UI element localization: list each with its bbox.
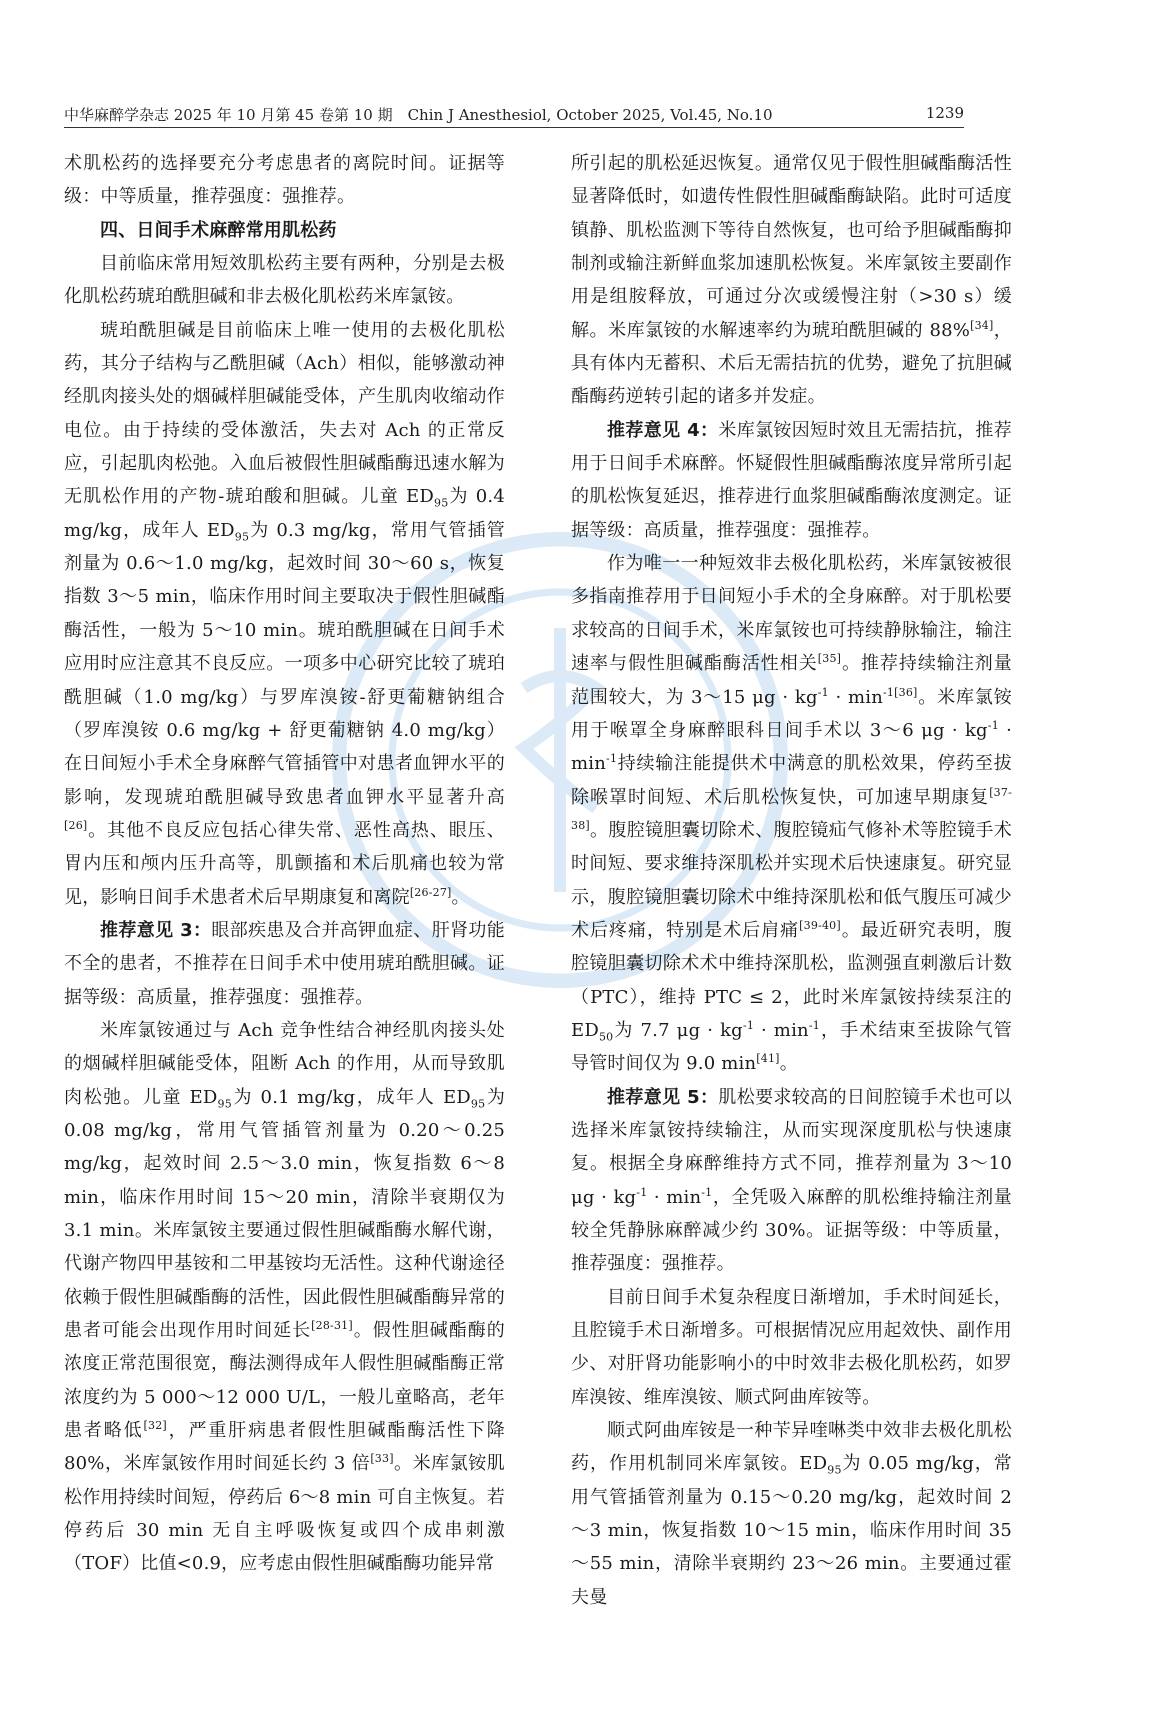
citation: [34] bbox=[970, 318, 994, 332]
citation: [28-31] bbox=[311, 1319, 353, 1333]
left-column bbox=[64, 147, 505, 1581]
citation: [37-38] bbox=[571, 785, 1012, 832]
paragraph: 目前临床常用短效肌松药主要有两种，分别是去极化肌松药琥珀酰胆碱和非去极化肌松药米库氯铵。 bbox=[64, 253, 505, 308]
citation: [36] bbox=[894, 685, 918, 699]
citation: [33] bbox=[370, 1452, 394, 1466]
citation: [39-40] bbox=[799, 918, 841, 932]
paragraph: 所引起的肌松延迟恢复。通常仅见于假性胆碱酯酶活性显著降低时，如遗传性假性胆碱酯酶缺陷。此时可适度镇静、肌松监测下等待自然恢复，也可给予胆碱酯酶抑制剂或输注新鲜血浆加速肌松恢复。米库氯铵主要副作用是组胺释放，可通过分次或缓慢注射（>30 s）缓解。米库氯铵的水解速率约为琥珀酰胆碱的 88%[34]，具有体内无蓄积、术后无需拮抗的优势，避免了抗胆碱酯酶药逆转引起的诸多并发症。 bbox=[571, 153, 1013, 408]
recommendation-3: 推荐意见 3：眼部疾患及合并高钾血症、肝肾功能不全的患者，不推荐在日间手术中使用琥珀酰胆碱。证据等级：高质量，推荐强度：强推荐。 bbox=[64, 919, 505, 1008]
citation: [26-27] bbox=[409, 885, 452, 899]
header-rule bbox=[64, 127, 964, 128]
citation: [26] bbox=[64, 818, 88, 832]
right-column bbox=[571, 147, 1012, 1614]
section-heading: 四、日间手术麻醉常用肌松药 bbox=[100, 219, 337, 241]
citation: [41] bbox=[756, 1052, 780, 1066]
paragraph: 顺式阿曲库铵是一种苄异喹啉类中效非去极化肌松药，作用机制同米库氯铵。$ED_{95}$为 0.05 mg/kg，常用气管插管剂量为 0.15～0.20 mg/kg，起效时间 2～3 min，恢复指数 10～15 min，临床作用时间 35～55 min，清除半衰期约 23～26 min。主要通过霍夫曼 bbox=[571, 1420, 1012, 1608]
paragraph: 目前日间手术复杂程度日渐增加，手术时间延长，且腔镜手术日渐增多。可根据情况应用起效快、副作用少、对肝肾功能影响小的中时效非去极化肌松药，如罗库溴铵、维库溴铵、顺式阿曲库铵等。 bbox=[571, 1286, 1012, 1408]
paragraph: 米库氯铵通过与 Ach 竞争性结合神经肌肉接头处的烟碱样胆碱能受体，阻断 Ach 的作用，从而导致肌肉松弛。儿童 $ED_{95}$为 0.1 mg/kg，成年人 $ED_{95}$为 0.08 mg/kg，常用气管插管剂量为 0.20～0.25 mg/kg，起效时间 2.5～3.0 min，恢复指数 6～8 min，临床作用时间 15～20 min，清除半衰期仅为 3.1 min。米库氯铵主要通过假性胆碱酯酶水解代谢，代谢产物四甲基铵和二甲基铵均无活性。这种代谢途径依赖于假性胆碱酯酶的活性，因此假性胆碱酯酶异常的患者可能会出现作用时间延长[28-31]。假性胆碱酯酶的浓度正常范围很宽，酶法测得成年人假性胆碱酯酶正常浓度约为 5 000～12 000 U/L，一般儿童略高，老年患者略低[32]，严重肝病患者假性胆碱酯酶活性下降 80%，米库氯铵作用时间延长约 3 倍[33]。米库氯铵肌松作用持续时间短，停药后 6～8 min 可自主恢复。若停药后 30 min 无自主呼吸恢复或四个成串刺激（TOF）比值<0.9，应考虑由假性胆碱酯酶功能异常 bbox=[64, 1019, 506, 1575]
recommendation-4: 推荐意见 4：米库氯铵因短时效且无需拮抗，推荐用于日间手术麻醉。怀疑假性胆碱酯酶浓度异常所引起的肌松恢复延迟，推荐进行血浆胆碱酯酶浓度测定。证据等级：高质量，推荐强度：强推荐。 bbox=[571, 419, 1012, 541]
page-number: 1239 bbox=[925, 104, 964, 122]
paragraph: 作为唯一一种短效非去极化肌松药，米库氯铵被很多指南推荐用于日间短小手术的全身麻醉。对于肌松要求较高的日间手术，米库氯铵也可持续静脉输注，输注速率与假性胆碱酯酶活性相关[35]。推荐持续输注剂量范围较大，为 3～15 $\mu g \cdot kg^{-1} \cdot \min^{-1[36]}$。米库氯铵用于喉罩全身麻醉眼科日间手术以 3～6 $\mu g \cdot kg^{-1} \cdot \min^{-1}$持续输注能提供术中满意的肌松效果，停药至拔除喉罩时间短、术后肌松恢复快，可加速早期康复[37-38]。腹腔镜胆囊切除术、腹腔镜疝气修补术等腔镜手术时间短、要求维持深肌松并实现术后快速康复。研究显示，腹腔镜胆囊切除术中维持深肌松和低气腹压可减少术后疼痛，特别是术后肩痛[39-40]。最近研究表明，腹腔镜胆囊切除术术中维持深肌松，监测强直刺激后计数（PTC），维持 PTC ≤ 2，此时米库氯铵持续泵注的 $ED_{50}$为 7.7 $\mu g \cdot kg^{-1} \cdot \min^{-1}$，手术结束至拔除气管导管时间仅为 9.0 min[41]。 bbox=[571, 553, 1012, 1075]
paragraph: 术肌松药的选择要充分考虑患者的离院时间。证据等级：中等质量，推荐强度：强推荐。 bbox=[64, 153, 505, 208]
paragraph: 琥珀酰胆碱是目前临床上唯一使用的去极化肌松药，其分子结构与乙酰胆碱（Ach）相似，能够激动神经肌肉接头处的烟碱样胆碱能受体，产生肌肉收缩动作电位。由于持续的受体激活，失去对 Ach 的正常反应，引起肌肉松弛。入血后被假性胆碱酯酶迅速水解为无肌松作用的产物-琥珀酸和胆碱。儿童 $ED_{95}$为 0.4 mg/kg，成年人 $ED_{95}$为 0.3 mg/kg，常用气管插管剂量为 0.6～1.0 mg/kg，起效时间 30～60 s，恢复指数 3～5 min，临床作用时间主要取决于假性胆碱酯酶活性，一般为 5～10 min。琥珀酰胆碱在日间手术应用时应注意其不良反应。一项多中心研究比较了琥珀酰胆碱（1.0 mg/kg）与罗库溴铵-舒更葡糖钠组合（罗库溴铵 0.6 mg/kg + 舒更葡糖钠 4.0 mg/kg）在日间短小手术全身麻醉气管插管中对患者血钾水平的影响，发现琥珀酰胆碱导致患者血钾水平显著升高[26]。其他不良反应包括心律失常、恶性高热、眼压、胃内压和颅内压升高等，肌颤搐和术后肌痛也较为常见，影响日间手术患者术后早期康复和离院[26-27]。 bbox=[64, 319, 505, 908]
citation: [32] bbox=[143, 1419, 167, 1433]
journal-citation: 中华麻醉学杂志 2025 年 10 月第 45 卷第 10 期 Chin J Anesthesiol, October 2025, Vol.45, No.10 bbox=[64, 106, 773, 124]
citation: [35] bbox=[817, 652, 842, 666]
recommendation-5: 推荐意见 5：肌松要求较高的日间腔镜手术也可以选择米库氯铵持续输注，从而实现深度肌松与快速康复。根据全身麻醉维持方式不同，推荐剂量为 3～10 $\mu g \cdot kg^{-1} \cdot \min^{-1}$，全凭吸入麻醉的肌松维持输注剂量较全凭静脉麻醉减少约 30%。证据等级：中等质量，推荐强度：强推荐。 bbox=[571, 1086, 1012, 1275]
